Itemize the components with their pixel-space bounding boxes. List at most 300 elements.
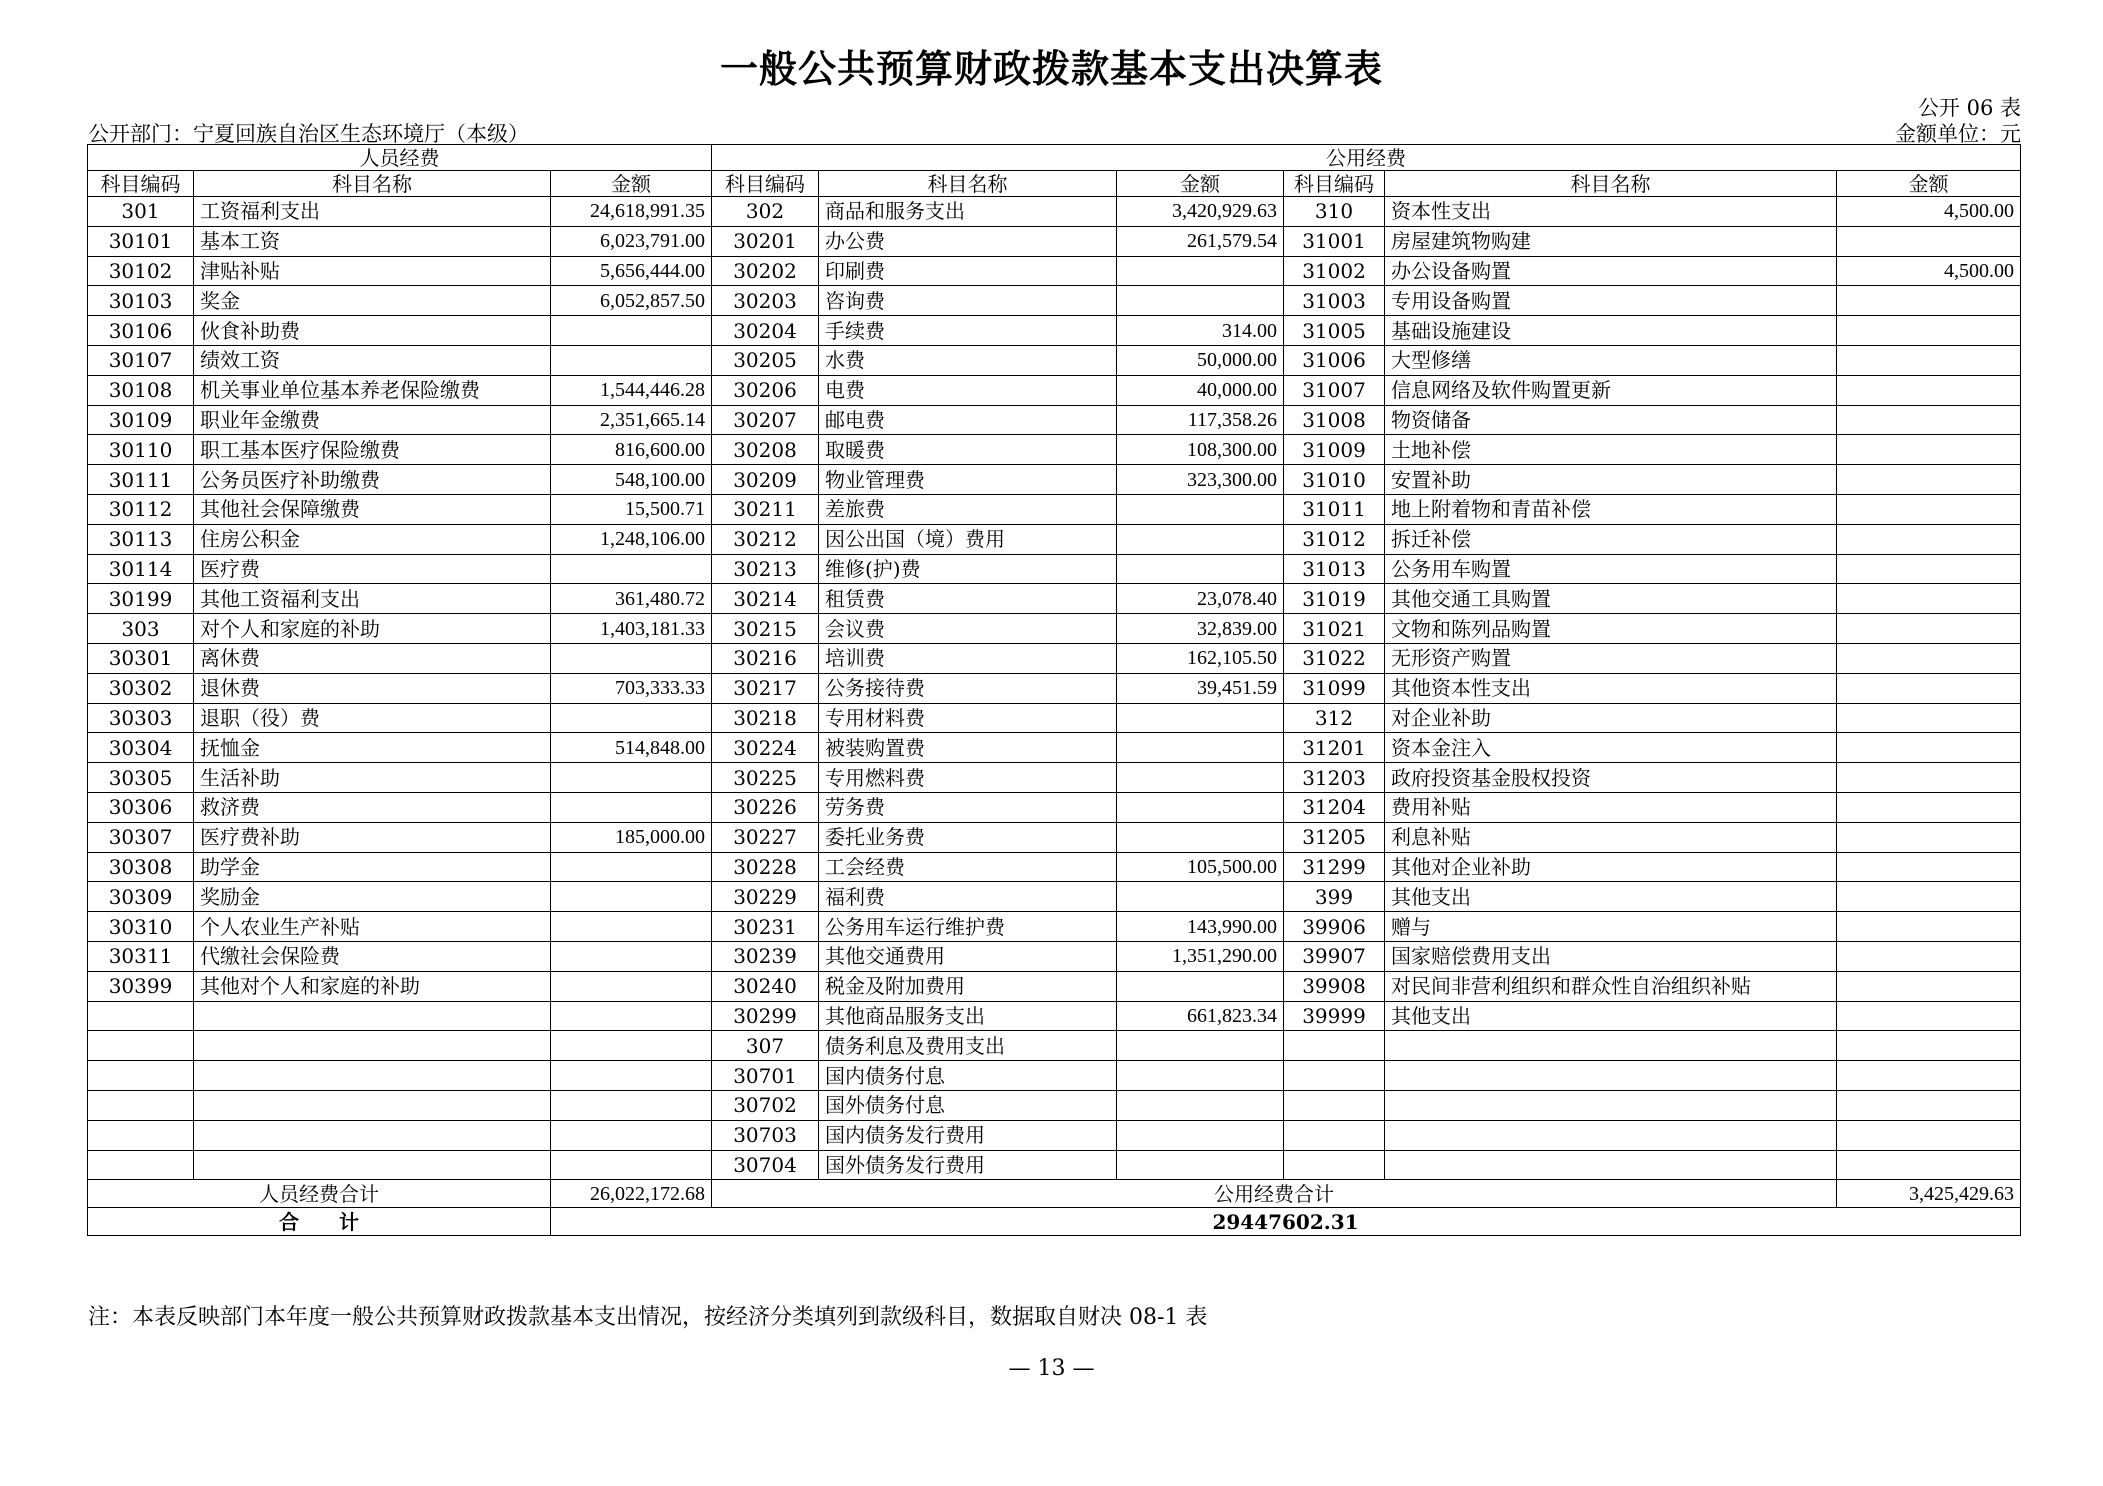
table-row <box>88 792 2021 822</box>
amount-cell <box>1837 554 2021 584</box>
table-row <box>88 643 2021 673</box>
name-cell: 公务用车购置 <box>1385 554 1837 584</box>
name-cell: 无形资产购置 <box>1385 643 1837 673</box>
code-cell: 31201 <box>1284 733 1385 763</box>
code-cell: 31006 <box>1284 345 1385 375</box>
code-cell: 31009 <box>1284 435 1385 465</box>
code-cell: 30703 <box>712 1120 819 1150</box>
code-cell: 39999 <box>1284 1001 1385 1031</box>
name-cell: 邮电费 <box>819 405 1117 435</box>
amount-cell <box>1117 1061 1284 1091</box>
code-cell <box>1284 1120 1385 1150</box>
table-row <box>88 197 2021 227</box>
name-cell: 国内债务发行费用 <box>819 1120 1117 1150</box>
group-header-row <box>88 145 2021 171</box>
amount-cell: 2,351,665.14 <box>551 405 712 435</box>
name-cell: 奖金 <box>194 286 551 316</box>
code-cell: 302 <box>712 197 819 227</box>
amount-cell: 4,500.00 <box>1837 197 2021 227</box>
amount-cell <box>551 554 712 584</box>
code-cell: 31005 <box>1284 316 1385 346</box>
amount-cell: 185,000.00 <box>551 822 712 852</box>
code-cell: 30306 <box>88 792 194 822</box>
amount-cell: 703,333.33 <box>551 673 712 703</box>
department-label: 公开部门：宁夏回族自治区生态环境厅（本级） <box>88 122 529 146</box>
amount-cell <box>1837 971 2021 1001</box>
table-row <box>88 405 2021 435</box>
code-cell: 31205 <box>1284 822 1385 852</box>
code-cell <box>88 1120 194 1150</box>
table-row <box>88 584 2021 614</box>
code-cell: 30701 <box>712 1061 819 1091</box>
name-cell: 住房公积金 <box>194 524 551 554</box>
expenditure-table <box>87 144 2021 1236</box>
code-cell: 30206 <box>712 375 819 405</box>
amount-cell <box>1117 494 1284 524</box>
amount-cell <box>1117 1120 1284 1150</box>
name-cell: 费用补贴 <box>1385 792 1837 822</box>
code-cell: 30218 <box>712 703 819 733</box>
amount-cell <box>1837 316 2021 346</box>
table-row <box>88 375 2021 405</box>
code-cell: 30229 <box>712 882 819 912</box>
code-cell: 30207 <box>712 405 819 435</box>
code-cell: 30228 <box>712 852 819 882</box>
code-cell: 30224 <box>712 733 819 763</box>
code-cell: 30110 <box>88 435 194 465</box>
amount-cell <box>1117 792 1284 822</box>
code-cell: 31022 <box>1284 643 1385 673</box>
amount-cell: 3,420,929.63 <box>1117 197 1284 227</box>
name-cell: 因公出国（境）费用 <box>819 524 1117 554</box>
amount-cell <box>551 852 712 882</box>
name-cell: 代缴社会保险费 <box>194 941 551 971</box>
code-cell: 30310 <box>88 912 194 942</box>
amount-cell <box>1117 524 1284 554</box>
footnote: 注：本表反映部门本年度一般公共预算财政拨款基本支出情况，按经济分类填列到款级科目，数据取自财决 08-1 表 <box>88 1305 1208 1330</box>
grand-total-row <box>88 1208 2021 1236</box>
code-cell: 30102 <box>88 256 194 286</box>
name-cell: 津贴补贴 <box>194 256 551 286</box>
code-cell: 30202 <box>712 256 819 286</box>
code-cell: 307 <box>712 1031 819 1061</box>
code-cell: 30239 <box>712 941 819 971</box>
code-cell <box>1284 1031 1385 1061</box>
name-cell: 其他对个人和家庭的补助 <box>194 971 551 1001</box>
code-cell: 312 <box>1284 703 1385 733</box>
amount-cell <box>551 316 712 346</box>
amount-cell <box>1837 614 2021 644</box>
name-cell: 印刷费 <box>819 256 1117 286</box>
name-cell: 职工基本医疗保险缴费 <box>194 435 551 465</box>
name-cell <box>1385 1120 1837 1150</box>
name-cell: 抚恤金 <box>194 733 551 763</box>
public-header: 公用经费 <box>712 145 2021 171</box>
amount-cell <box>1837 375 2021 405</box>
code-cell: 30109 <box>88 405 194 435</box>
code-cell <box>1284 1090 1385 1120</box>
code-cell: 39908 <box>1284 971 1385 1001</box>
amount-cell: 143,990.00 <box>1117 912 1284 942</box>
name-cell: 大型修缮 <box>1385 345 1837 375</box>
code-cell: 30308 <box>88 852 194 882</box>
table-row <box>88 226 2021 256</box>
code-cell: 30307 <box>88 822 194 852</box>
public-total-value: 3,425,429.63 <box>1837 1180 2021 1208</box>
table-row <box>88 554 2021 584</box>
code-cell: 30704 <box>712 1150 819 1180</box>
code-cell: 30203 <box>712 286 819 316</box>
code-cell: 30111 <box>88 465 194 495</box>
code-cell: 30240 <box>712 971 819 1001</box>
name-cell: 资本金注入 <box>1385 733 1837 763</box>
name-cell: 土地补偿 <box>1385 435 1837 465</box>
name-cell: 水费 <box>819 345 1117 375</box>
personnel-total-value: 26,022,172.68 <box>551 1180 712 1208</box>
name-cell <box>1385 1090 1837 1120</box>
table-row <box>88 1150 2021 1180</box>
code-cell: 30103 <box>88 286 194 316</box>
name-cell: 房屋建筑物购建 <box>1385 226 1837 256</box>
table-row <box>88 1120 2021 1150</box>
amount-cell <box>551 971 712 1001</box>
amount-cell <box>1117 1090 1284 1120</box>
code-cell: 30112 <box>88 494 194 524</box>
personnel-total-label: 人员经费合计 <box>88 1180 551 1208</box>
table-row <box>88 763 2021 793</box>
name-cell <box>1385 1031 1837 1061</box>
amount-cell: 1,403,181.33 <box>551 614 712 644</box>
amount-cell: 40,000.00 <box>1117 375 1284 405</box>
amount-cell <box>551 643 712 673</box>
amount-cell <box>1837 703 2021 733</box>
name-cell: 其他社会保障缴费 <box>194 494 551 524</box>
amount-cell <box>551 792 712 822</box>
subtotal-row <box>88 1180 2021 1208</box>
name-cell: 债务利息及费用支出 <box>819 1031 1117 1061</box>
name-cell: 信息网络及软件购置更新 <box>1385 375 1837 405</box>
code-cell: 31012 <box>1284 524 1385 554</box>
amount-cell <box>1837 435 2021 465</box>
code-cell <box>88 1150 194 1180</box>
amount-cell <box>1837 882 2021 912</box>
amount-cell <box>1837 1031 2021 1061</box>
amount-cell: 6,052,857.50 <box>551 286 712 316</box>
name-cell: 物业管理费 <box>819 465 1117 495</box>
name-cell: 会议费 <box>819 614 1117 644</box>
code-cell: 31003 <box>1284 286 1385 316</box>
code-cell: 399 <box>1284 882 1385 912</box>
table-row <box>88 733 2021 763</box>
amount-cell <box>551 345 712 375</box>
amount-cell: 361,480.72 <box>551 584 712 614</box>
amount-cell: 32,839.00 <box>1117 614 1284 644</box>
code-cell <box>88 1090 194 1120</box>
name-cell: 利息补贴 <box>1385 822 1837 852</box>
amount-cell <box>1837 763 2021 793</box>
code-cell: 30212 <box>712 524 819 554</box>
unit-label: 金额单位：元 <box>1895 122 2021 146</box>
name-cell: 差旅费 <box>819 494 1117 524</box>
name-cell: 对民间非营利组织和群众性自治组织补贴 <box>1385 971 1837 1001</box>
col-header-code: 科目编码 <box>1284 171 1385 197</box>
col-header-name: 科目名称 <box>819 171 1117 197</box>
code-cell: 31008 <box>1284 405 1385 435</box>
code-cell: 310 <box>1284 197 1385 227</box>
code-cell: 30702 <box>712 1090 819 1120</box>
code-cell <box>88 1061 194 1091</box>
table-row <box>88 286 2021 316</box>
amount-cell <box>1837 822 2021 852</box>
code-cell: 301 <box>88 197 194 227</box>
name-cell: 政府投资基金股权投资 <box>1385 763 1837 793</box>
amount-cell <box>551 1090 712 1120</box>
name-cell: 助学金 <box>194 852 551 882</box>
code-cell <box>88 1001 194 1031</box>
name-cell <box>1385 1150 1837 1180</box>
code-cell: 30231 <box>712 912 819 942</box>
code-cell: 30217 <box>712 673 819 703</box>
code-cell: 30213 <box>712 554 819 584</box>
code-cell <box>1284 1061 1385 1091</box>
amount-cell: 5,656,444.00 <box>551 256 712 286</box>
name-cell: 其他商品服务支出 <box>819 1001 1117 1031</box>
amount-cell: 4,500.00 <box>1837 256 2021 286</box>
col-header-code: 科目编码 <box>712 171 819 197</box>
public-total-label: 公用经费合计 <box>712 1180 1837 1208</box>
code-cell: 39906 <box>1284 912 1385 942</box>
name-cell: 医疗费 <box>194 554 551 584</box>
code-cell: 30208 <box>712 435 819 465</box>
name-cell: 对个人和家庭的补助 <box>194 614 551 644</box>
amount-cell: 314.00 <box>1117 316 1284 346</box>
col-header-amount: 金额 <box>1117 171 1284 197</box>
amount-cell <box>1837 792 2021 822</box>
code-cell: 31204 <box>1284 792 1385 822</box>
table-row <box>88 1031 2021 1061</box>
amount-cell <box>1837 405 2021 435</box>
amount-cell: 6,023,791.00 <box>551 226 712 256</box>
col-header-name: 科目名称 <box>1385 171 1837 197</box>
name-cell <box>194 1031 551 1061</box>
code-cell: 30199 <box>88 584 194 614</box>
name-cell: 救济费 <box>194 792 551 822</box>
code-cell: 30227 <box>712 822 819 852</box>
code-cell: 30201 <box>712 226 819 256</box>
amount-cell <box>1837 226 2021 256</box>
name-cell: 物资储备 <box>1385 405 1837 435</box>
amount-cell <box>551 882 712 912</box>
name-cell: 公务用车运行维护费 <box>819 912 1117 942</box>
code-cell: 303 <box>88 614 194 644</box>
table-row <box>88 256 2021 286</box>
code-cell: 30399 <box>88 971 194 1001</box>
name-cell: 医疗费补助 <box>194 822 551 852</box>
name-cell: 资本性支出 <box>1385 197 1837 227</box>
code-cell: 31001 <box>1284 226 1385 256</box>
code-cell: 30304 <box>88 733 194 763</box>
amount-cell <box>1117 733 1284 763</box>
amount-cell <box>1837 465 2021 495</box>
name-cell: 国外债务发行费用 <box>819 1150 1117 1180</box>
amount-cell <box>551 912 712 942</box>
code-cell: 30101 <box>88 226 194 256</box>
amount-cell <box>1117 1031 1284 1061</box>
amount-cell <box>1837 673 2021 703</box>
name-cell: 福利费 <box>819 882 1117 912</box>
name-cell: 商品和服务支出 <box>819 197 1117 227</box>
name-cell: 办公费 <box>819 226 1117 256</box>
table-row <box>88 673 2021 703</box>
code-cell: 30211 <box>712 494 819 524</box>
amount-cell <box>1837 912 2021 942</box>
amount-cell <box>1837 733 2021 763</box>
amount-cell: 661,823.34 <box>1117 1001 1284 1031</box>
amount-cell <box>551 703 712 733</box>
name-cell: 其他对企业补助 <box>1385 852 1837 882</box>
name-cell <box>194 1001 551 1031</box>
name-cell: 工会经费 <box>819 852 1117 882</box>
code-cell: 30204 <box>712 316 819 346</box>
name-cell: 专用燃料费 <box>819 763 1117 793</box>
name-cell: 国家赔偿费用支出 <box>1385 941 1837 971</box>
grand-total-label: 合 计 <box>88 1208 551 1236</box>
name-cell: 手续费 <box>819 316 1117 346</box>
table-row <box>88 1090 2021 1120</box>
amount-cell <box>1837 345 2021 375</box>
amount-cell <box>1837 1150 2021 1180</box>
amount-cell: 23,078.40 <box>1117 584 1284 614</box>
personnel-header: 人员经费 <box>88 145 712 171</box>
amount-cell <box>1837 286 2021 316</box>
table-row <box>88 345 2021 375</box>
name-cell: 咨询费 <box>819 286 1117 316</box>
name-cell: 取暖费 <box>819 435 1117 465</box>
table-row <box>88 494 2021 524</box>
table-row <box>88 703 2021 733</box>
name-cell <box>194 1150 551 1180</box>
name-cell: 国外债务付息 <box>819 1090 1117 1120</box>
amount-cell <box>1117 256 1284 286</box>
col-header-name: 科目名称 <box>194 171 551 197</box>
code-cell: 30215 <box>712 614 819 644</box>
code-cell: 30209 <box>712 465 819 495</box>
amount-cell <box>551 1061 712 1091</box>
code-cell: 30113 <box>88 524 194 554</box>
amount-cell <box>551 1120 712 1150</box>
name-cell: 其他交通工具购置 <box>1385 584 1837 614</box>
table-row <box>88 971 2021 1001</box>
table-row <box>88 1001 2021 1031</box>
amount-cell: 162,105.50 <box>1117 643 1284 673</box>
table-row <box>88 852 2021 882</box>
table-row <box>88 912 2021 942</box>
code-cell: 30225 <box>712 763 819 793</box>
amount-cell <box>1117 822 1284 852</box>
name-cell: 劳务费 <box>819 792 1117 822</box>
amount-cell: 514,848.00 <box>551 733 712 763</box>
table-row <box>88 316 2021 346</box>
code-cell: 31002 <box>1284 256 1385 286</box>
code-cell: 31019 <box>1284 584 1385 614</box>
amount-cell <box>551 763 712 793</box>
table-row <box>88 614 2021 644</box>
name-cell: 奖励金 <box>194 882 551 912</box>
name-cell: 税金及附加费用 <box>819 971 1117 1001</box>
amount-cell <box>1837 1120 2021 1150</box>
code-cell: 30216 <box>712 643 819 673</box>
amount-cell <box>551 1150 712 1180</box>
code-cell <box>88 1031 194 1061</box>
name-cell: 其他工资福利支出 <box>194 584 551 614</box>
code-cell: 30303 <box>88 703 194 733</box>
code-cell: 30309 <box>88 882 194 912</box>
name-cell: 其他支出 <box>1385 882 1837 912</box>
amount-cell <box>1837 584 2021 614</box>
table-row <box>88 435 2021 465</box>
name-cell: 对企业补助 <box>1385 703 1837 733</box>
name-cell: 地上附着物和青苗补偿 <box>1385 494 1837 524</box>
amount-cell <box>1837 1061 2021 1091</box>
name-cell: 职业年金缴费 <box>194 405 551 435</box>
amount-cell: 261,579.54 <box>1117 226 1284 256</box>
name-cell: 租赁费 <box>819 584 1117 614</box>
amount-cell: 548,100.00 <box>551 465 712 495</box>
amount-cell <box>1837 852 2021 882</box>
amount-cell <box>1837 524 2021 554</box>
code-cell: 30226 <box>712 792 819 822</box>
name-cell: 其他支出 <box>1385 1001 1837 1031</box>
amount-cell <box>1837 643 2021 673</box>
amount-cell <box>551 1031 712 1061</box>
amount-cell: 816,600.00 <box>551 435 712 465</box>
table-row <box>88 822 2021 852</box>
code-cell: 30305 <box>88 763 194 793</box>
name-cell: 伙食补助费 <box>194 316 551 346</box>
name-cell: 委托业务费 <box>819 822 1117 852</box>
amount-cell: 117,358.26 <box>1117 405 1284 435</box>
code-cell: 30301 <box>88 643 194 673</box>
name-cell: 机关事业单位基本养老保险缴费 <box>194 375 551 405</box>
name-cell: 基础设施建设 <box>1385 316 1837 346</box>
name-cell: 专用材料费 <box>819 703 1117 733</box>
table-row <box>88 882 2021 912</box>
name-cell: 安置补助 <box>1385 465 1837 495</box>
amount-cell <box>551 1001 712 1031</box>
name-cell: 其他交通费用 <box>819 941 1117 971</box>
amount-cell: 1,544,446.28 <box>551 375 712 405</box>
name-cell: 个人农业生产补贴 <box>194 912 551 942</box>
code-cell: 31099 <box>1284 673 1385 703</box>
amount-cell <box>1837 1001 2021 1031</box>
name-cell: 基本工资 <box>194 226 551 256</box>
amount-cell <box>1837 941 2021 971</box>
amount-cell <box>1117 703 1284 733</box>
amount-cell <box>551 941 712 971</box>
name-cell: 维修(护)费 <box>819 554 1117 584</box>
name-cell <box>194 1090 551 1120</box>
name-cell: 被装购置费 <box>819 733 1117 763</box>
code-cell: 31299 <box>1284 852 1385 882</box>
code-cell: 31013 <box>1284 554 1385 584</box>
name-cell: 拆迁补偿 <box>1385 524 1837 554</box>
col-header-code: 科目编码 <box>88 171 194 197</box>
amount-cell <box>1837 1090 2021 1120</box>
code-cell: 30107 <box>88 345 194 375</box>
amount-cell <box>1117 882 1284 912</box>
name-cell: 退职（役）费 <box>194 703 551 733</box>
amount-cell: 50,000.00 <box>1117 345 1284 375</box>
